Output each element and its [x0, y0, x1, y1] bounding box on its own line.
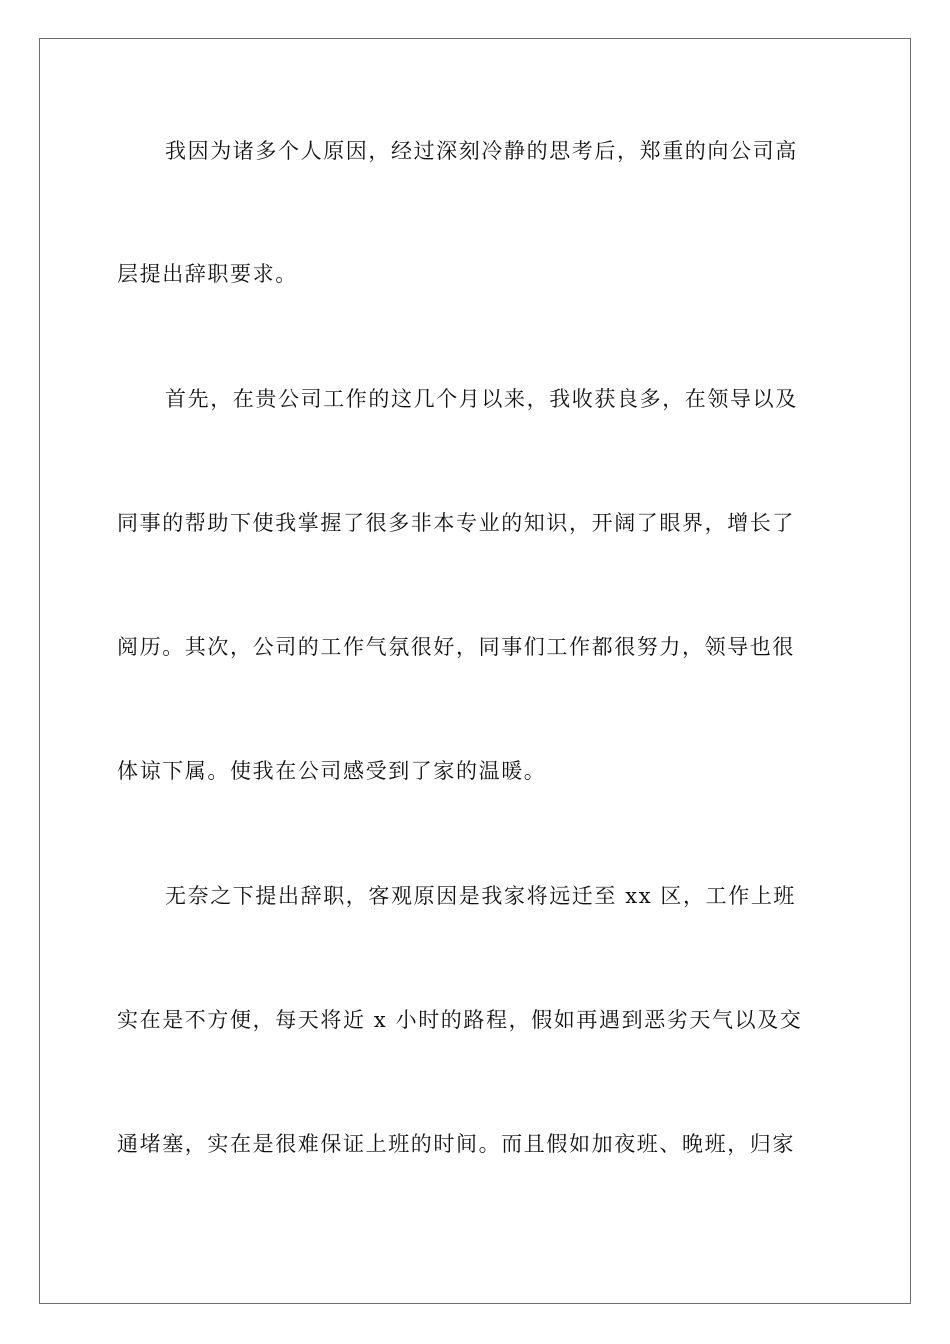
- paragraph-2-line-1: 首先，在贵公司工作的这几个月以来，我收获良多，在领导以及: [165, 387, 798, 411]
- paragraph-2-line-4: 体谅下属。使我在公司感受到了家的温暖。: [117, 759, 547, 783]
- paragraph-2-line-2: 同事的帮助下使我掌握了很多非本专业的知识，开阔了眼界，增长了: [117, 511, 795, 535]
- paragraph-2-line-3: 阅历。其次，公司的工作气氛很好，同事们工作都很努力，领导也很: [117, 635, 795, 659]
- paragraph-1-line-2: 层提出辞职要求。: [117, 262, 298, 286]
- paragraph-3-line-2: 实在是不方便，每天将近 x 小时的路程，假如再遇到恶劣天气以及交: [117, 1008, 803, 1032]
- paragraph-3-line-3: 通堵塞，实在是很难保证上班的时间。而且假如加夜班、晚班，归家: [117, 1132, 795, 1156]
- paragraph-3-line-1: 无奈之下提出辞职，客观原因是我家将远迁至 xx 区，工作上班: [165, 884, 797, 908]
- paragraph-1-line-1: 我因为诸多个人原因，经过深刻冷静的思考后，郑重的向公司高: [165, 139, 798, 163]
- page-border: [39, 38, 911, 1304]
